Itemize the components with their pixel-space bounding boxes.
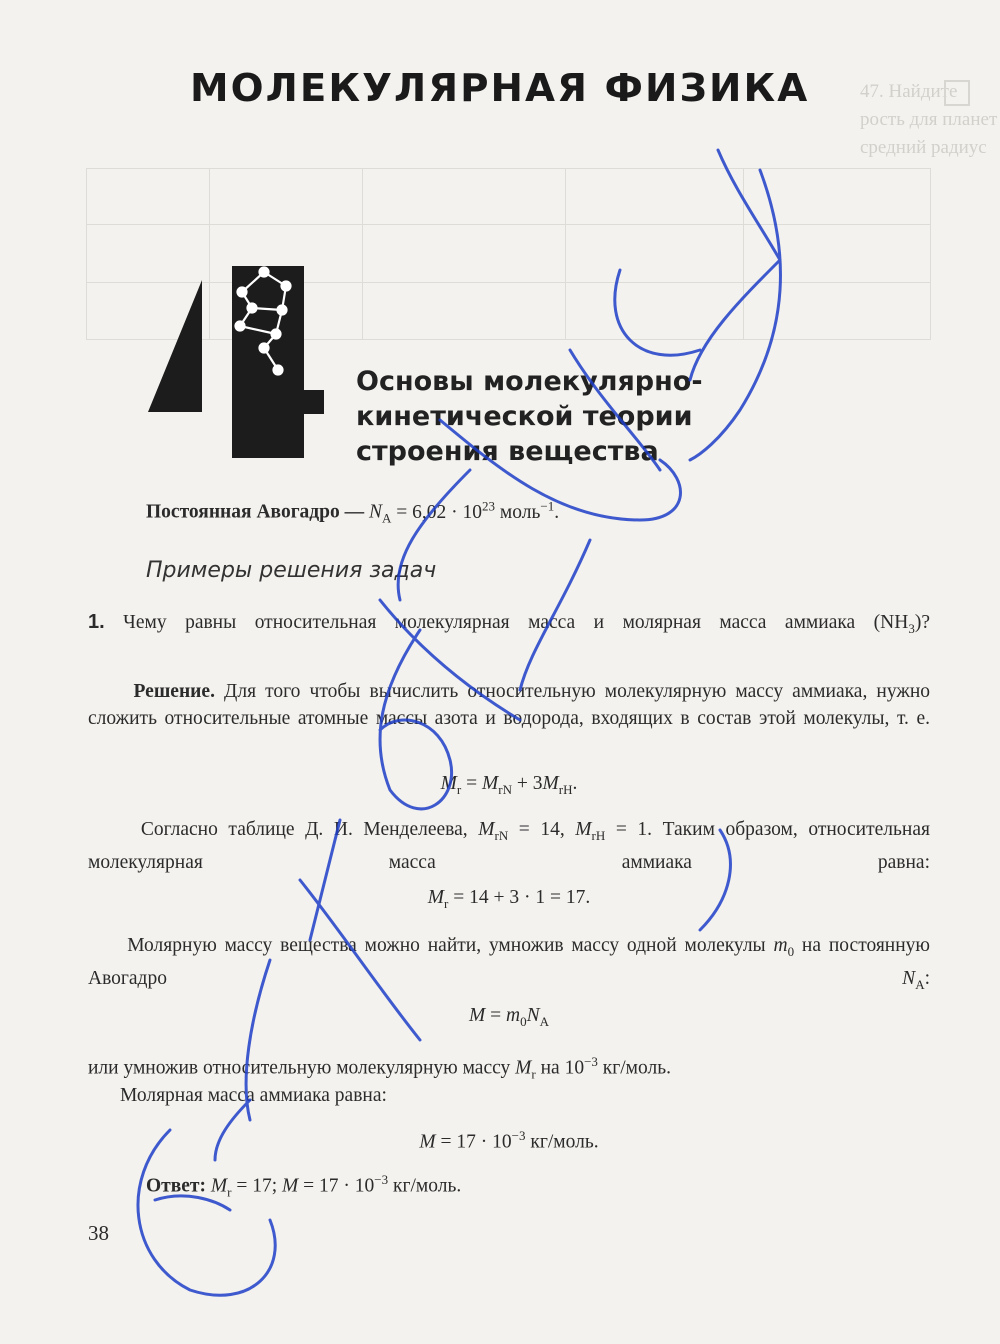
answer-label: Ответ: <box>146 1175 207 1197</box>
examples-heading: Примеры решения задач <box>146 558 437 583</box>
solution-molar-mass-paragraph: Молярную массу вещества можно найти, умножив массу одной молекулы $m_0$ на постоянную Авогадро $N_A$: <box>88 935 930 992</box>
avogadro-label: Постоянная Авогадро — <box>146 501 370 523</box>
formula-relative-mass-value: $M_r = 14 + 3 \cdot 1 = 17$. <box>427 887 591 911</box>
formula-relative-mass: $M_r = M_{rN} + 3M_{rH}$. <box>440 773 578 797</box>
section-title: МОЛЕКУЛЯРНАЯ ФИЗИКА <box>190 66 810 110</box>
solution-intro: Решение. Для того чтобы вычислить относительную молекулярную массу аммиака, нужно сложить относительные атомные массы азота и водорода, входящих в состав этой молекулы, т. е. <box>88 681 931 729</box>
solution-label: Решение. <box>133 681 215 702</box>
emblem-notch <box>300 390 324 414</box>
chapter-title <box>356 364 703 469</box>
formula-molar-mass: $M = m_0N_A$ <box>469 1005 549 1029</box>
chapter-title-line: Основы молекулярно- <box>356 366 703 397</box>
chapter-title-line: строения вещества <box>356 436 659 467</box>
chapter-title-line: кинетической теории <box>356 401 693 432</box>
solution-molar-mass-label: Молярная масса аммиака равна: <box>120 1085 387 1106</box>
emblem-triangle <box>148 280 202 412</box>
bleed-through-text: 47. Найдите рость для планет средний радиус <box>860 81 998 158</box>
avogadro-constant: Постоянная Авогадро — $N_A = 6,02 \cdot 10^{23}$ моль$^{-1}$. <box>146 498 560 526</box>
solution-alternative-paragraph: или умножив относительную молекулярную массу $M_r$ на $10^{-3}$ кг/моль. <box>88 1054 672 1082</box>
solution-mendeleev-paragraph: Согласно таблице Д. И. Менделеева, $M_{rN} = 14$, $M_{rH} = 1$. Таким образом, относительная молекулярная масса аммиака равна: <box>88 819 930 873</box>
problem-1-question: 1. Чему равны относительная молекулярная масса и молярная масса аммиака $(NH_3)$? <box>88 611 930 636</box>
problem-number: 1. <box>88 611 105 633</box>
formula-molar-mass-value: $M = 17 \cdot 10^{-3}$ кг/моль. <box>419 1128 599 1153</box>
bleed-through-badge <box>944 80 970 106</box>
page-number: 38 <box>88 1221 109 1245</box>
answer: Ответ: $M_r = 17$; $M = 17 \cdot 10^{-3}$ кг/моль. <box>146 1172 462 1200</box>
chapter-number-emblem <box>140 262 340 462</box>
